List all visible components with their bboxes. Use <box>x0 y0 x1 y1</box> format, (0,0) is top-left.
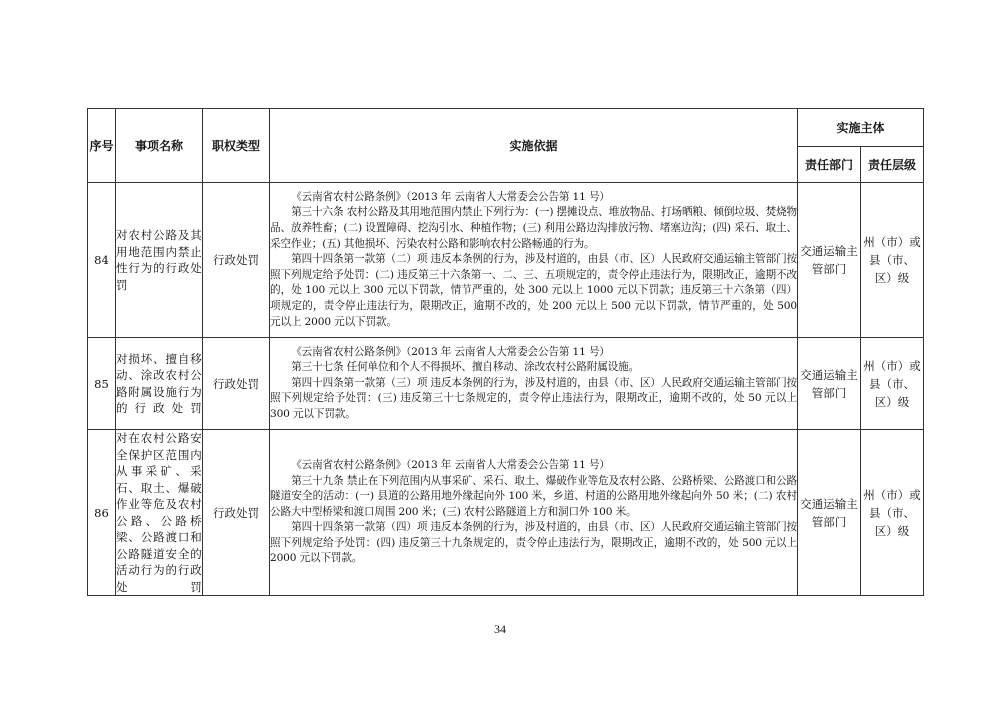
row-basis <box>270 338 798 430</box>
basis-paragraph: 《云南省农村公路条例》（2013 年 云南省人大常委会公告第 11 号） <box>291 458 610 471</box>
row-index: 84 <box>88 183 116 338</box>
basis-paragraph: 《云南省农村公路条例》（2013 年 云南省人大常委会公告第 11 号） <box>291 190 610 203</box>
header-basis: 实施依据 <box>270 109 798 183</box>
row-item-name: 对在农村公路安全保护区范围内从事采矿、采石、取土、爆破作业等危及农村公路、公路桥梁、公路渡口和公路隧道安全的活动行为的行政处罚 <box>116 431 202 594</box>
row-dept: 交通运输主管部门 <box>798 430 861 596</box>
basis-paragraph: 第三十七条 任何单位和个人不得损坏、擅自移动、涂改农村公路附属设施。 <box>291 361 640 374</box>
row-index: 85 <box>88 338 116 430</box>
row-power-type: 行政处罚 <box>203 338 270 430</box>
header-item-name: 事项名称 <box>116 109 203 183</box>
power-list-table <box>87 108 924 596</box>
row-item-name: 对农村公路及其用地范围内禁止性行为的行政处罚 <box>116 183 203 338</box>
row-level: 州（市）或县（市、区）级 <box>861 430 924 596</box>
table-row <box>88 430 924 596</box>
basis-paragraph: 第四十四条第一款第（三）项 违反本条例的行为，涉及村道的，由县（市、区）人民政府交通运输主管部门按照下列规定给予处罚：(三) 违反第三十七条规定的，责令停止违法行为，限期改正，逾期不改的，处 50 元以上 300 元以下罚款。 <box>270 376 797 420</box>
row-dept: 交通运输主管部门 <box>798 183 861 338</box>
row-power-type: 行政处罚 <box>203 430 270 596</box>
row-index: 86 <box>88 430 116 596</box>
header-level: 责任层级 <box>861 147 924 183</box>
row-power-type: 行政处罚 <box>203 183 270 338</box>
page-number: 34 <box>494 622 506 636</box>
table-row <box>88 183 924 338</box>
header-dept: 责任部门 <box>798 147 861 183</box>
row-dept: 交通运输主管部门 <box>798 338 861 430</box>
basis-paragraph: 《云南省农村公路条例》（2013 年 云南省人大常委会公告第 11 号） <box>291 345 610 358</box>
header-subject: 实施主体 <box>798 109 924 147</box>
basis-paragraph: 第四十四条第一款第（二）项 违反本条例的行为，涉及村道的，由县（市、区）人民政府交通运输主管部门按照下列规定给予处罚：(二) 违反第三十六条第一、二、三、五项规定的，责令停止违法行为，限期改正，逾期不改的，处 100 元以上 300 元以下罚款，情节严重的，处 300 元以上 1000 元以下罚款；违反第三十六条第（四）项规定的，责令停止违法行为，限期改正，逾期不改的，处 200 元以上 500 元以下罚款，情节严重的，处 500 元以上 2000 元以下罚款。 <box>270 253 797 328</box>
row-basis <box>270 183 798 338</box>
basis-paragraph: 第三十六条 农村公路及其用地范围内禁止下列行为：(一) 摆摊设点、堆放物品、打场晒粮、倾倒垃圾、焚烧物品、放养牲畜；(二) 设置障碍、挖沟引水、种植作物；(三) 利用公路边沟排放污物、堵塞边沟；(四) 采石、取土、采空作业；(五) 其他损坏、污染农村公路和影响农村公路畅通的行为。 <box>270 206 797 250</box>
header-index: 序号 <box>88 109 116 183</box>
table-row <box>88 338 924 430</box>
row-item-name: 对损坏、擅自移动、涂改农村公路附属设施行为的行政处罚 <box>116 338 203 430</box>
basis-paragraph: 第三十九条 禁止在下列范围内从事采矿、采石、取土、爆破作业等危及农村公路、公路桥梁、公路渡口和公路隧道安全的活动：(一) 县道的公路用地外缘起向外 100 米，乡道、村道的公路用地外缘起向外 50 米；(二) 农村公路大中型桥梁和渡口周围 200 米；(三) 农村公路隧道上方和洞口外 100 米。 <box>270 474 797 518</box>
row-level: 州（市）或县（市、区）级 <box>861 183 924 338</box>
basis-paragraph: 第四十四条第一款第（四）项 违反本条例的行为，涉及村道的，由县（市、区）人民政府交通运输主管部门按照下列规定给予处罚：(四) 违反第三十九条规定的，责令停止违法行为，限期改正，逾期不改的，处 500 元以上 2000 元以下罚款。 <box>270 521 797 565</box>
row-basis <box>270 430 798 596</box>
row-level: 州（市）或县（市、区）级 <box>861 338 924 430</box>
header-power-type: 职权类型 <box>203 109 270 183</box>
